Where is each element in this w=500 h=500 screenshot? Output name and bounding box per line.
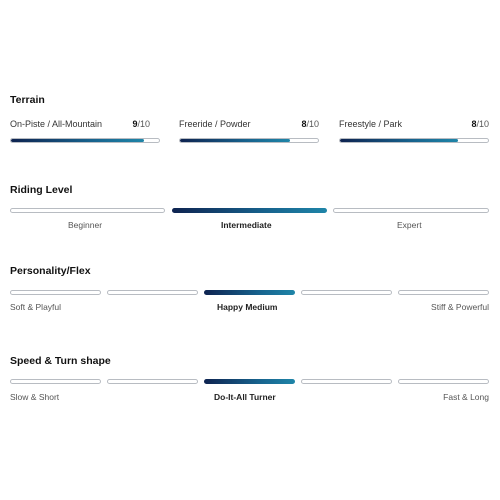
- terrain-score: 9/10: [132, 119, 150, 129]
- speed-slow-label: Slow & Short: [10, 392, 60, 402]
- terrain-title: Terrain: [10, 94, 45, 106]
- riding-level-title: Riding Level: [10, 184, 73, 196]
- personality-segment-3: [204, 290, 295, 295]
- terrain-label: On-Piste / All-Mountain: [10, 119, 103, 129]
- riding-level-beginner-label: Beginner: [68, 220, 103, 230]
- terrain-bar-freestyle: [339, 138, 489, 143]
- terrain-bar-fill: [340, 139, 458, 142]
- speed-fast-label: Fast & Long: [443, 392, 489, 402]
- personality-stiff-label: Stiff & Powerful: [431, 302, 489, 312]
- terrain-bar-on-piste: [10, 138, 160, 143]
- terrain-score: 8/10: [471, 119, 489, 129]
- speed-title: Speed & Turn shape: [10, 355, 111, 367]
- personality-title: Personality/Flex: [10, 265, 91, 277]
- speed-segment-3: [204, 379, 295, 384]
- riding-level-bar-intermediate: [172, 208, 327, 213]
- riding-level-intermediate-label: Intermediate: [221, 220, 272, 230]
- speed-segment-4: [301, 379, 392, 384]
- terrain-item-on-piste: [10, 119, 150, 131]
- terrain-item-freeride: [179, 119, 319, 131]
- terrain-item-freestyle: [339, 119, 489, 131]
- personality-medium-label: Happy Medium: [217, 302, 278, 312]
- personality-segment-1: [10, 290, 101, 295]
- terrain-bar-fill: [11, 139, 144, 142]
- personality-soft-label: Soft & Playful: [10, 302, 62, 312]
- terrain-label: Freeride / Powder: [179, 119, 251, 129]
- speed-segment-1: [10, 379, 101, 384]
- riding-level-bar-beginner: [10, 208, 165, 213]
- personality-segment-4: [301, 290, 392, 295]
- speed-segment-2: [107, 379, 198, 384]
- terrain-label: Freestyle / Park: [339, 119, 403, 129]
- riding-level-bar-expert: [333, 208, 489, 213]
- speed-allturner-label: Do-It-All Turner: [214, 392, 276, 402]
- speed-segment-5: [398, 379, 489, 384]
- terrain-bar-fill: [180, 139, 290, 142]
- riding-level-expert-label: Expert: [397, 220, 422, 230]
- personality-segment-2: [107, 290, 198, 295]
- personality-segment-5: [398, 290, 489, 295]
- terrain-bar-freeride: [179, 138, 319, 143]
- terrain-score: 8/10: [301, 119, 319, 129]
